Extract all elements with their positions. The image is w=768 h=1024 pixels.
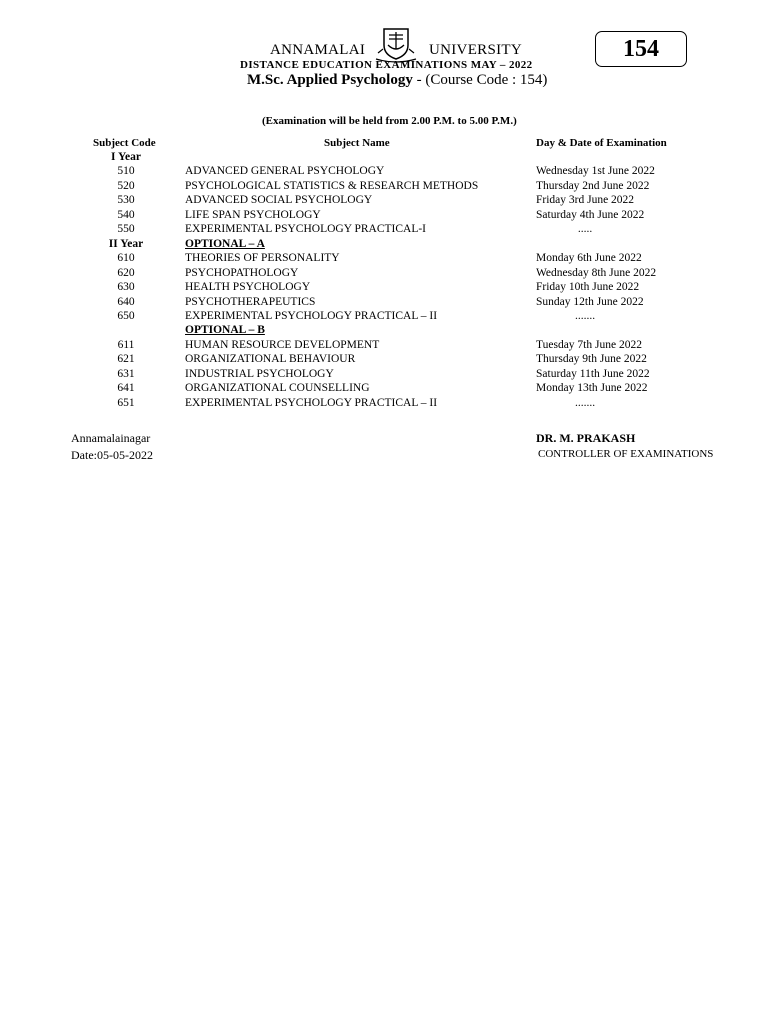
issue-date: Date:05-05-2022 bbox=[71, 448, 153, 462]
subject-code: 631 bbox=[117, 367, 135, 380]
table-row bbox=[0, 368, 768, 382]
subject-name: ADVANCED GENERAL PSYCHOLOGY bbox=[185, 165, 385, 178]
table-row bbox=[0, 223, 768, 237]
exam-subtitle: DISTANCE EDUCATION EXAMINATIONS MAY – 2022 bbox=[240, 59, 533, 71]
subject-code: 641 bbox=[117, 382, 135, 395]
subject-code: 651 bbox=[117, 396, 135, 409]
exam-date: Saturday 11th June 2022 bbox=[536, 367, 650, 380]
table-row bbox=[0, 180, 768, 194]
column-header-exam-date: Day & Date of Examination bbox=[536, 137, 667, 149]
column-header-subject-code: Subject Code bbox=[93, 137, 156, 149]
signatory-designation: CONTROLLER OF EXAMINATIONS bbox=[538, 448, 714, 460]
table-row bbox=[0, 165, 768, 179]
exam-date: Sunday 12th June 2022 bbox=[536, 295, 644, 308]
subject-code: 520 bbox=[117, 179, 135, 192]
table-row bbox=[0, 209, 768, 223]
subject-code: 620 bbox=[117, 266, 135, 279]
exam-date: Thursday 9th June 2022 bbox=[536, 353, 647, 366]
subject-code: 640 bbox=[117, 295, 135, 308]
table-row bbox=[0, 194, 768, 208]
exam-date: Wednesday 8th June 2022 bbox=[536, 266, 657, 279]
exam-date: ....... bbox=[574, 309, 596, 322]
subject-code: 610 bbox=[117, 252, 135, 265]
table-row bbox=[0, 267, 768, 281]
university-name-left: ANNAMALAI bbox=[270, 42, 366, 58]
table-row bbox=[0, 151, 768, 165]
signatory-name: DR. M. PRAKASH bbox=[536, 431, 636, 445]
exam-date: Friday 10th June 2022 bbox=[536, 281, 640, 294]
table-row bbox=[0, 252, 768, 266]
exam-time-note: (Examination will be held from 2.00 P.M. to 5.00 P.M.) bbox=[262, 115, 517, 127]
year-label: I Year bbox=[111, 151, 141, 163]
subject-name: PSYCHOLOGICAL STATISTICS & RESEARCH METHODS bbox=[185, 179, 479, 192]
table-row bbox=[0, 353, 768, 367]
table-row bbox=[0, 339, 768, 353]
subject-name: INDUSTRIAL PSYCHOLOGY bbox=[185, 367, 334, 380]
table-row bbox=[0, 382, 768, 396]
subject-name: HUMAN RESOURCE DEVELOPMENT bbox=[185, 338, 380, 351]
place-of-issue: Annamalainagar bbox=[71, 431, 151, 445]
subject-code: 510 bbox=[117, 165, 135, 178]
table-row bbox=[0, 310, 768, 324]
exam-date: Friday 3rd June 2022 bbox=[536, 194, 635, 207]
subject-name: THEORIES OF PERSONALITY bbox=[185, 252, 340, 265]
subject-name: HEALTH PSYCHOLOGY bbox=[185, 281, 311, 294]
subject-name: ADVANCED SOCIAL PSYCHOLOGY bbox=[185, 194, 373, 207]
subject-name: ORGANIZATIONAL COUNSELLING bbox=[185, 382, 370, 395]
subject-code: 550 bbox=[117, 223, 135, 236]
table-row bbox=[0, 238, 768, 252]
subject-code: 611 bbox=[117, 338, 135, 351]
exam-date: Monday 13th June 2022 bbox=[536, 382, 648, 395]
subject-code: 630 bbox=[117, 281, 135, 294]
subject-code: 540 bbox=[117, 208, 135, 221]
table-row bbox=[0, 281, 768, 295]
exam-date: Thursday 2nd June 2022 bbox=[536, 179, 650, 192]
exam-date: Saturday 4th June 2022 bbox=[536, 208, 645, 221]
subject-code: 530 bbox=[117, 194, 135, 207]
optional-group-label: OPTIONAL – B bbox=[185, 324, 265, 337]
subject-name: ORGANIZATIONAL BEHAVIOUR bbox=[185, 353, 356, 366]
exam-date: Wednesday 1st June 2022 bbox=[536, 165, 655, 178]
subject-name: PSYCHOTHERAPEUTICS bbox=[185, 295, 316, 308]
subject-name: LIFE SPAN PSYCHOLOGY bbox=[185, 208, 321, 221]
subject-name: EXPERIMENTAL PSYCHOLOGY PRACTICAL – II bbox=[185, 396, 438, 409]
table-row bbox=[0, 296, 768, 310]
course-title bbox=[247, 72, 547, 89]
course-code-box: 154 bbox=[595, 31, 687, 67]
exam-date: ....... bbox=[574, 396, 596, 409]
exam-date: Tuesday 7th June 2022 bbox=[536, 338, 642, 351]
subject-name: EXPERIMENTAL PSYCHOLOGY PRACTICAL – II bbox=[185, 309, 438, 322]
exam-date: ..... bbox=[577, 223, 593, 236]
table-row bbox=[0, 324, 768, 338]
university-emblem-icon bbox=[374, 23, 418, 63]
university-name-right: UNIVERSITY bbox=[429, 42, 522, 58]
table-row bbox=[0, 397, 768, 411]
subject-code: 650 bbox=[117, 309, 135, 322]
course-name: M.Sc. Applied Psychology bbox=[247, 72, 413, 88]
column-header-subject-name: Subject Name bbox=[324, 137, 390, 149]
subject-name: PSYCHOPATHOLOGY bbox=[185, 266, 299, 279]
subject-name: EXPERIMENTAL PSYCHOLOGY PRACTICAL-I bbox=[185, 223, 427, 236]
optional-group-label: OPTIONAL – A bbox=[185, 237, 265, 250]
course-code-text: - (Course Code : 154) bbox=[412, 72, 548, 88]
year-label: II Year bbox=[108, 237, 144, 250]
exam-date: Monday 6th June 2022 bbox=[536, 252, 642, 265]
subject-code: 621 bbox=[117, 353, 135, 366]
